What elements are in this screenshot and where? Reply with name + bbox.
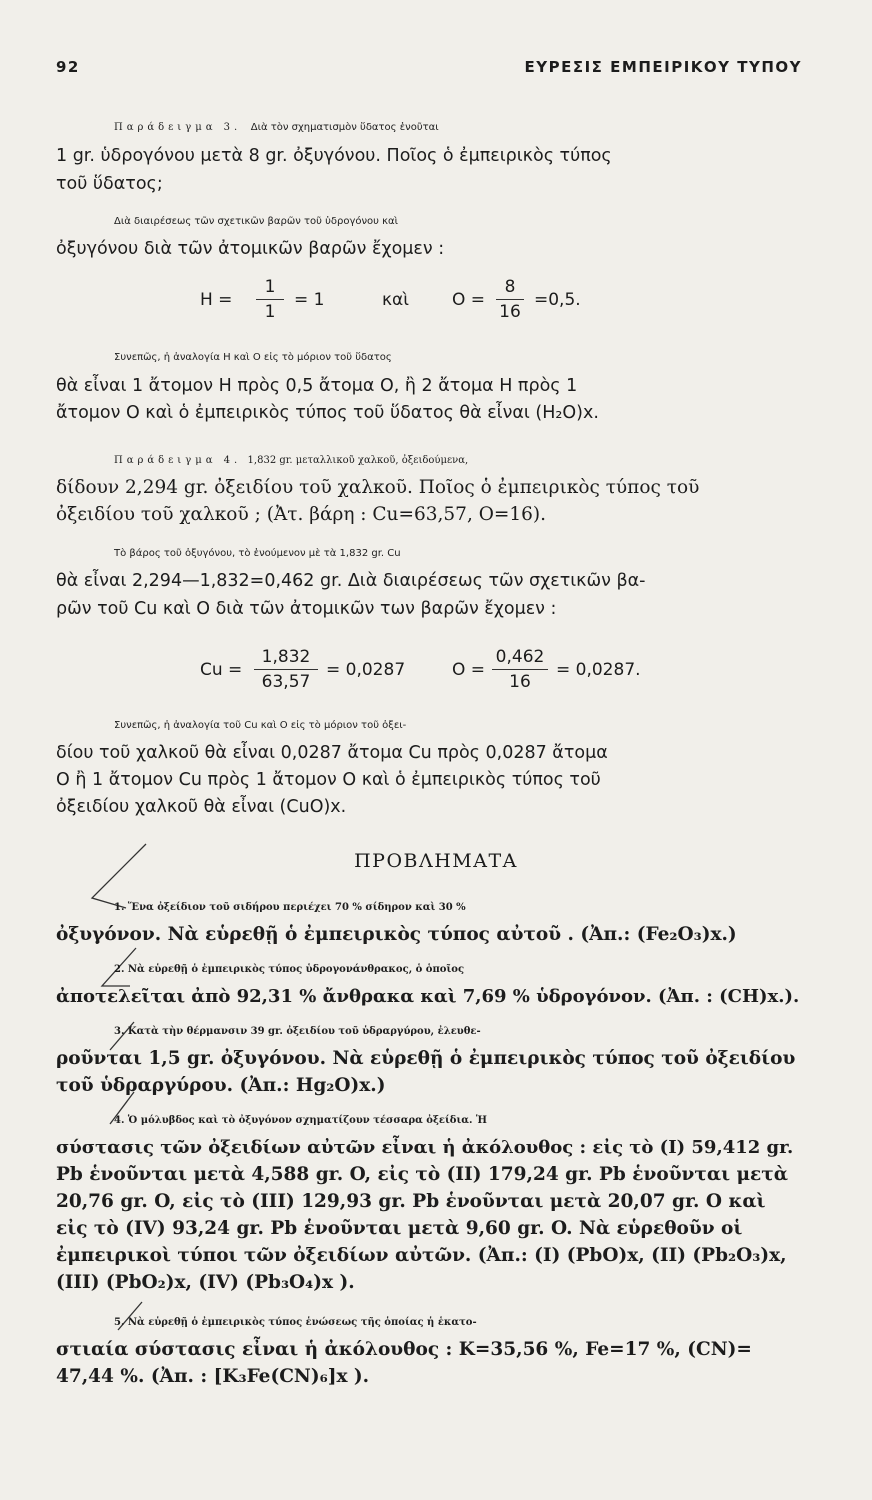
example4-para2-line3: ρῶν τοῦ Cu καὶ O διὰ τῶν ἀτομικῶν των βαρῶν ἔχομεν : (56, 599, 557, 619)
problem3-line1: 3. Κατὰ τὴν θέρμανσιν 39 gr. ὀξειδίου τοῦ ὑδραργύρου, ἐλευθε- (114, 1026, 481, 1037)
example4-para2-line1: Τὸ βάρος τοῦ ὀξυγόνου, τὸ ἑνούμενον μὲ τὰ 1,832 gr. Cu (114, 548, 401, 559)
example4-label: Παράδειγμα 4. (114, 455, 242, 466)
formula-cu-result: = 0,0287 (326, 660, 406, 680)
problem4-line3: Pb ἑνοῦνται μετὰ 4,588 gr. O, εἰς τὸ (II) 179,24 gr. Pb ἑνοῦνται μετὰ (56, 1164, 788, 1185)
formula-o-fraction: 8 16 (496, 276, 524, 323)
formula-o4-symbol: O = (452, 660, 486, 680)
problem5-line3: 47,44 %. (Ἀπ. : [K₃Fe(CN)₆]x ). (56, 1366, 370, 1387)
example4-line1: Παράδειγμα 4. 1,832 gr. μεταλλικοῦ χαλκοῦ, ὀξειδούμενα, (114, 455, 469, 466)
problem4-line4: 20,76 gr. O, εἰς τὸ (III) 129,93 gr. Pb ἑνοῦνται μετὰ 20,07 gr. O καὶ (56, 1191, 766, 1212)
example3-para3-line2: θὰ εἶναι 1 ἄτομον H πρὸς 0,5 ἄτομα O, ἢ 2 ἄτομα H πρὸς 1 (56, 376, 578, 396)
example4-line3: ὀξειδίου τοῦ χαλκοῦ ; (Ἀτ. βάρη : Cu=63,57, O=16). (56, 504, 547, 525)
problem4-line2: σύστασις τῶν ὀξειδίων αὐτῶν εἶναι ἡ ἀκόλουθος : εἰς τὸ (I) 59,412 gr. (56, 1137, 794, 1158)
formula-o4-result: = 0,0287. (556, 660, 641, 680)
page-header (56, 58, 802, 84)
problem4-line1: 4. Ὁ μόλυβδος καὶ τὸ ὀξυγόνον σχηματίζουν τέσσαρα ὀξείδια. Ἡ (114, 1115, 487, 1126)
example3-line3: τοῦ ὕδατος; (56, 174, 163, 194)
example4-para3-line4: ὀξειδίου χαλκοῦ θὰ εἶναι (CuO)x. (56, 797, 347, 817)
example4-para3-line2: δίου τοῦ χαλκοῦ θὰ εἶναι 0,0287 ἄτομα Cu πρὸς 0,0287 ἄτομα (56, 743, 608, 763)
problem4-line5: εἰς τὸ (IV) 93,24 gr. Pb ἑνοῦνται μετὰ 9,60 gr. O. Νὰ εὑρεθοῦν οἱ (56, 1218, 743, 1239)
problems-heading: ΠΡΟΒΛΗΜΑΤΑ (354, 850, 518, 872)
formula-cu-fraction: 1,832 63,57 (254, 646, 318, 693)
problem5-line1: 5. Νὰ εὑρεθῇ ὁ ἐμπειρικὸς τύπος ἑνώσεως τῆς ὁποίας ἡ ἑκατο- (114, 1317, 477, 1328)
problem2-line2: ἀποτελεῖται ἀπὸ 92,31 % ἄνθρακα καὶ 7,69 % ὑδρογόνον. (Ἀπ. : (CH)x.). (56, 986, 800, 1007)
problem4-line6: ἐμπειρικοὶ τύποι τῶν ὀξειδίων αὐτῶν. (Ἀπ.: (I) (PbO)x, (II) (Pb₂O₃)x, (56, 1245, 787, 1266)
formula-o-result: =0,5. (534, 290, 581, 310)
example3-para3-line3: ἄτομον O καὶ ὁ ἐμπειρικὸς τύπος τοῦ ὕδατος θὰ εἶναι (H₂O)x. (56, 403, 599, 423)
example3-line2: 1 gr. ὑδρογόνου μετὰ 8 gr. ὀξυγόνου. Ποῖος ὁ ἐμπειρικὸς τύπος (56, 146, 612, 166)
problem3-line2: ροῦνται 1,5 gr. ὀξυγόνου. Νὰ εὑρεθῇ ὁ ἐμπειρικὸς τύπος τοῦ ὀξειδίου (56, 1048, 796, 1069)
example3-para2-line2: ὀξυγόνου διὰ τῶν ἀτομικῶν βαρῶν ἔχομεν : (56, 239, 445, 259)
example3-para3-line1: Συνεπῶς, ἡ ἀναλογία H καὶ O εἰς τὸ μόριον τοῦ ὕδατος (114, 352, 392, 363)
formula-h-result: = 1 (294, 290, 325, 310)
example4-para3-line1: Συνεπῶς, ἡ ἀναλογία τοῦ Cu καὶ O εἰς τὸ μόριον τοῦ ὀξει- (114, 720, 407, 731)
formula-cu-symbol: Cu = (200, 660, 243, 680)
example3-para2-line1: Διὰ διαιρέσεως τῶν σχετικῶν βαρῶν τοῦ ὑδρογόνου καὶ (114, 216, 399, 227)
problem4-line7: (III) (PbO₂)x, (IV) (Pb₃O₄)x ). (56, 1272, 355, 1293)
problem2-line1: 2. Νὰ εὑρεθῇ ὁ ἐμπειρικὸς τύπος ὑδρογονάνθρακος, ὁ ὁποῖος (114, 964, 465, 975)
formula-h-fraction: 1 1 (256, 276, 284, 323)
problem3-line3: τοῦ ὑδραργύρου. (Ἀπ.: Hg₂O)x.) (56, 1075, 386, 1096)
example4-line2: δίδουν 2,294 gr. ὀξειδίου τοῦ χαλκοῦ. Ποῖος ὁ ἐμπειρικὸς τύπος τοῦ (56, 477, 700, 498)
formula-kai: καὶ (382, 290, 409, 310)
example3-label: Παράδειγμα 3. (114, 122, 242, 133)
formula-h-symbol: H = (200, 290, 233, 310)
problem5-line2: στιαία σύστασις εἶναι ἡ ἀκόλουθος : K=35,56 %, Fe=17 %, (CN)= (56, 1339, 752, 1360)
example4-para2-line2: θὰ εἶναι 2,294—1,832=0,462 gr. Διὰ διαιρέσεως τῶν σχετικῶν βα- (56, 571, 646, 591)
formula-o-symbol: O = (452, 290, 486, 310)
problem1-line1: 1. Ἕνα ὀξείδιον τοῦ σιδήρου περιέχει 70 % σίδηρον καὶ 30 % (114, 902, 466, 913)
example4-para3-line3: O ἢ 1 ἄτομον Cu πρὸς 1 ἄτομον O καὶ ὁ ἐμπειρικὸς τύπος τοῦ (56, 770, 601, 790)
example3-line1: Παράδειγμα 3. Διὰ τὸν σχηματισμὸν ὕδατος ἑνοῦται (114, 122, 439, 133)
problem1-line2: ὀξυγόνον. Νὰ εὑρεθῇ ὁ ἐμπειρικὸς τύπος αὐτοῦ . (Ἀπ.: (Fe₂O₃)x.) (56, 924, 737, 945)
formula-o4-fraction: 0,462 16 (492, 646, 548, 693)
page-number: 92 (56, 58, 80, 76)
running-title: ΕΥΡΕΣΙΣ ΕΜΠΕΙΡΙΚΟΥ ΤΥΠΟΥ (524, 58, 802, 76)
